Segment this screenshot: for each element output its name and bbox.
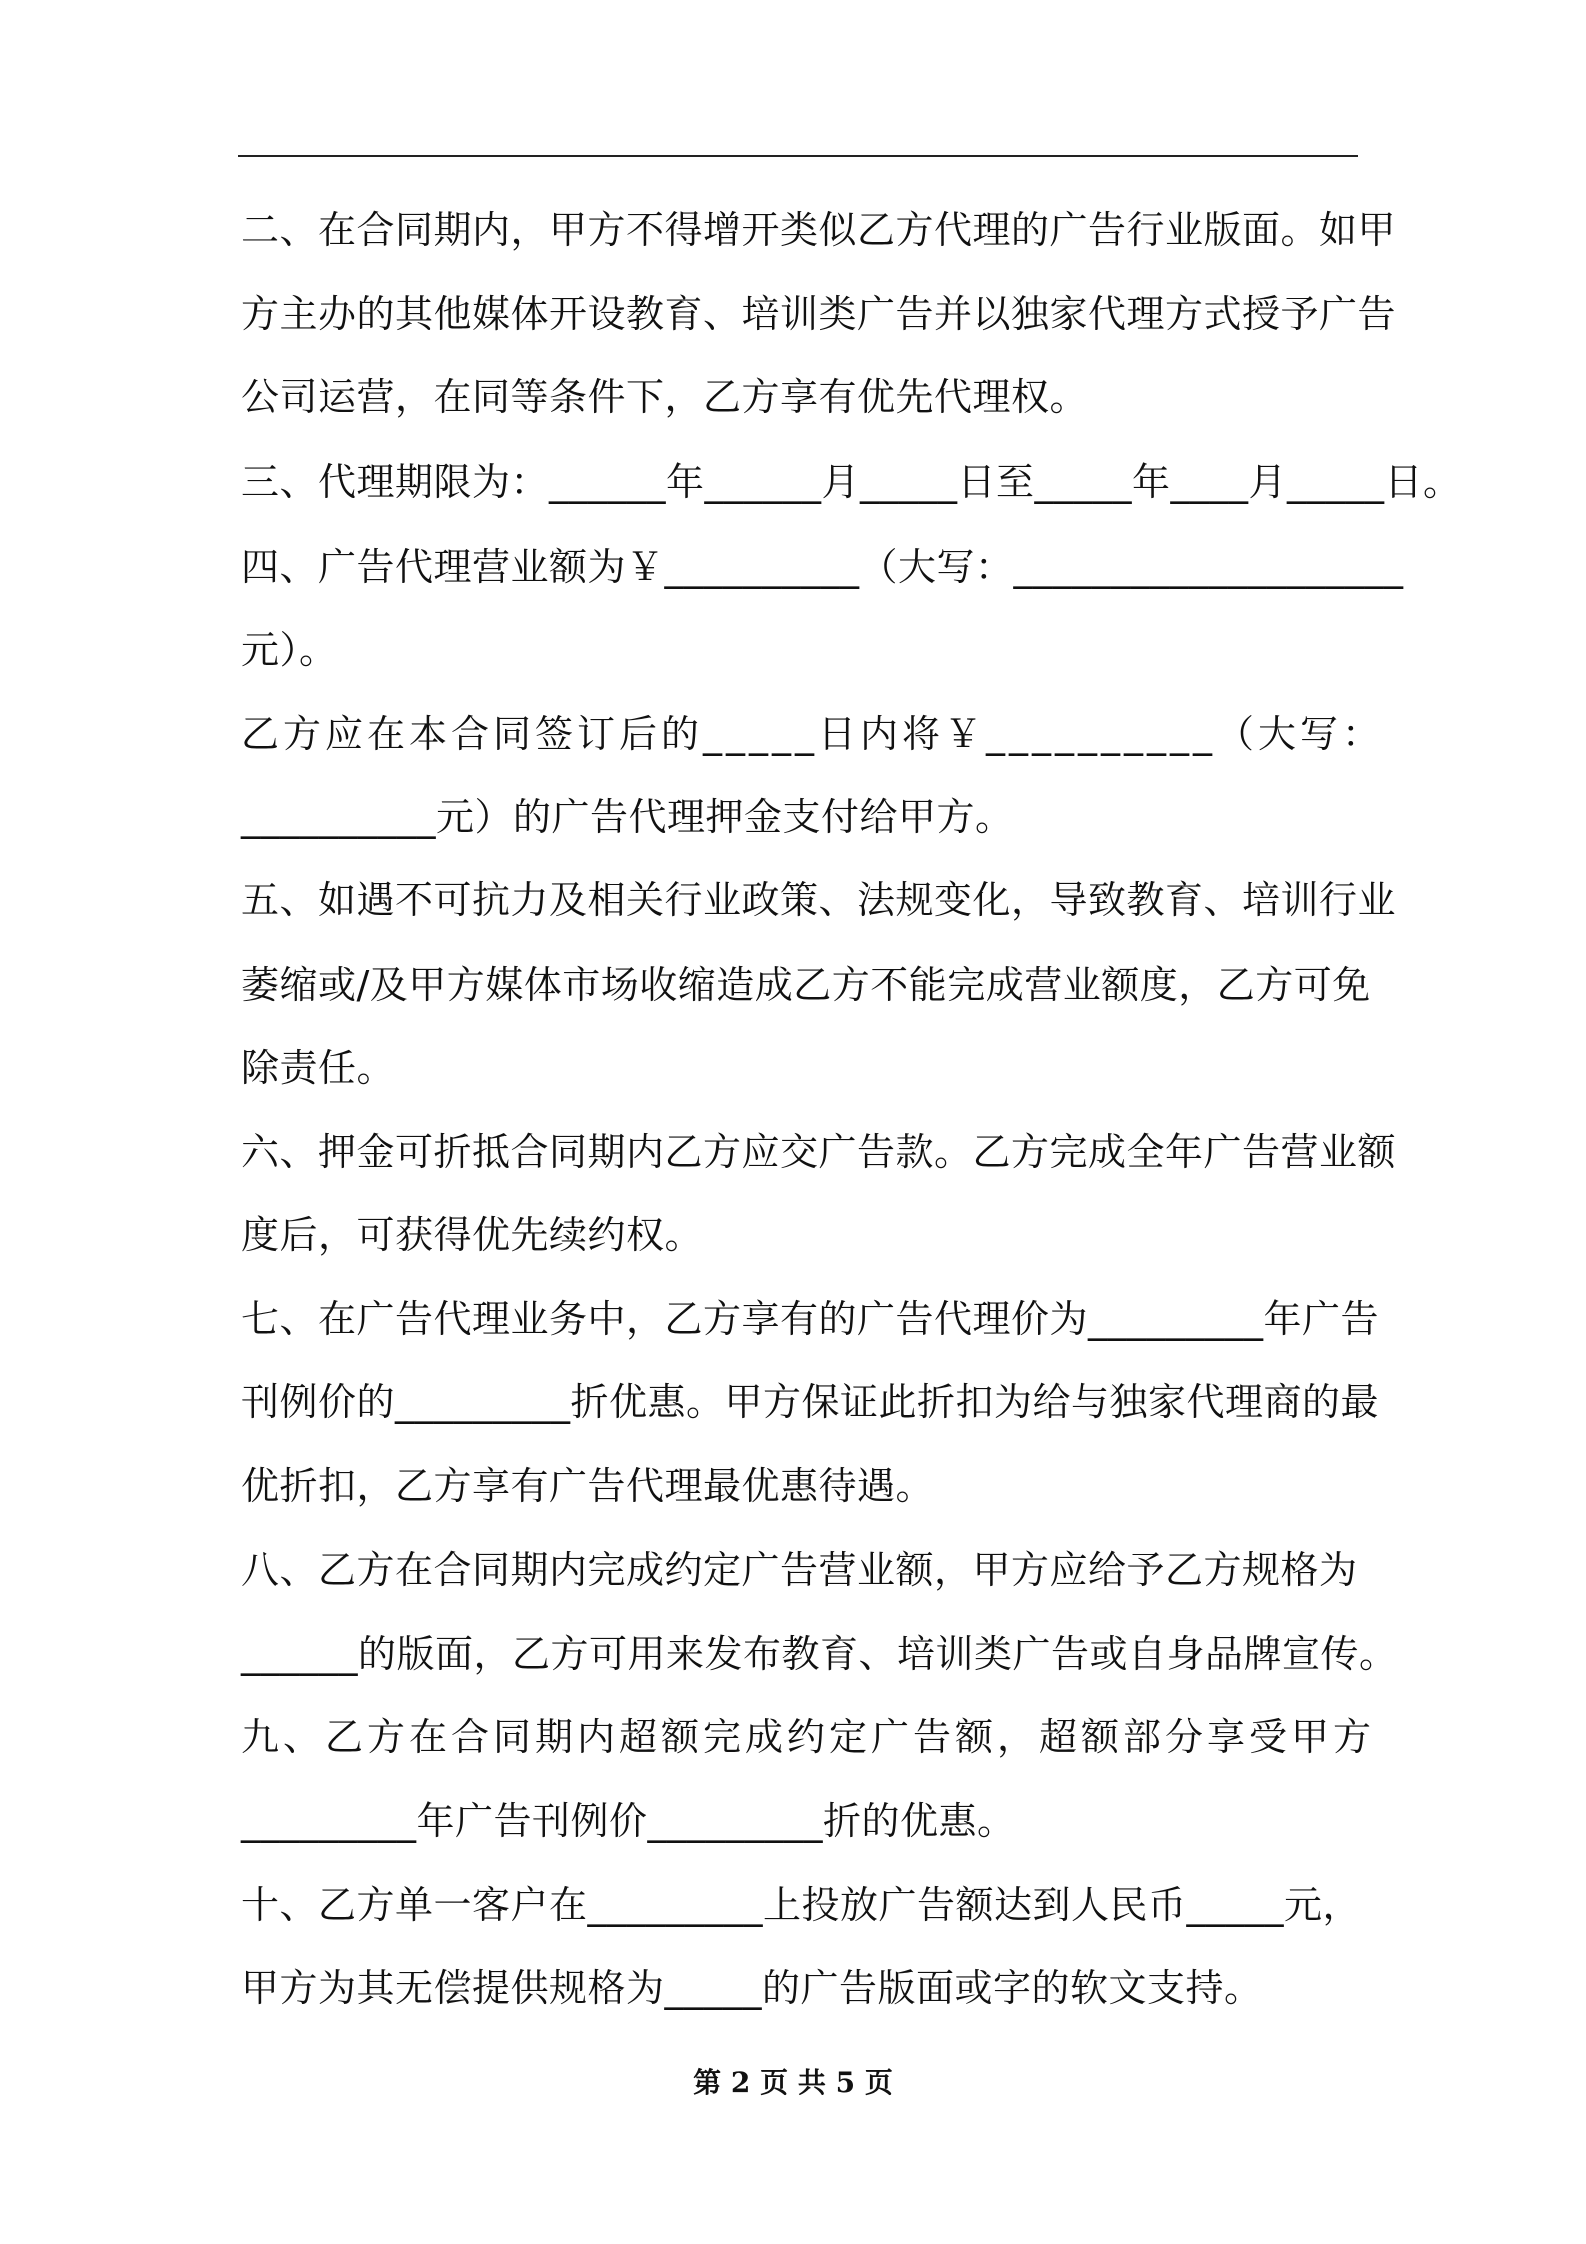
clause-7-line-3: 优折扣，乙方享有广告代理最优惠待遇。 — [241, 1464, 935, 1508]
clause-4-line-1: 四、广告代理营业额为￥__________（大写：____________________ — [241, 545, 1404, 589]
clause-8-line-1: 八、乙方在合同期内完成约定广告营业额，甲方应给予乙方规格为 — [241, 1548, 1358, 1592]
page-number: 第 2 页 共 5 页 — [693, 2066, 893, 2099]
clause-10-line-2: 甲方为其无偿提供规格为_____的广告版面或字的软文支持。 — [241, 1966, 1263, 2010]
clause-8-line-2: ______的版面，乙方可用来发布教育、培训类广告或自身品牌宣传。 — [241, 1632, 1398, 1676]
deposit-line-2: __________元）的广告代理押金支付给甲方。 — [241, 795, 1014, 839]
clause-2-line-2: 方主办的其他媒体开设教育、培训类广告并以独家代理方式授予广告 — [241, 292, 1397, 336]
clause-6-line-1: 六、押金可折抵合同期内乙方应交广告款。乙方完成全年广告营业额 — [241, 1130, 1397, 1174]
clause-5-line-3: 除责任。 — [241, 1046, 396, 1090]
clause-7-line-1: 七、在广告代理业务中，乙方享有的广告代理价为_________年广告 — [241, 1297, 1380, 1341]
clause-9-line-2: _________年广告刊例价_________折的优惠。 — [241, 1799, 1016, 1843]
header-rule — [238, 155, 1358, 157]
deposit-line-1: 乙方应在本合同签订后的_____日内将￥__________（大写： — [241, 712, 1385, 756]
clause-7-line-2: 刊例价的_________折优惠。甲方保证此折扣为给与独家代理商的最 — [241, 1380, 1380, 1424]
clause-3-line-1: 三、代理期限为：______年______月_____日至_____年____月_____日。 — [241, 460, 1462, 504]
clause-6-line-2: 度后，可获得优先续约权。 — [241, 1213, 704, 1257]
clause-4-line-2: 元）。 — [241, 628, 338, 672]
clause-9-line-1: 九、乙方在合同期内超额完成约定广告额，超额部分享受甲方 — [241, 1715, 1376, 1759]
clause-5-line-2: 萎缩或/及甲方媒体市场收缩造成乙方不能完成营业额度，乙方可免 — [241, 963, 1371, 1007]
clause-2-line-3: 公司运营，在同等条件下，乙方享有优先代理权。 — [241, 375, 1089, 419]
clause-5-line-1: 五、如遇不可抗力及相关行业政策、法规变化，导致教育、培训行业 — [241, 878, 1397, 922]
clause-10-line-1: 十、乙方单一客户在_________上投放广告额达到人民币_____元， — [241, 1883, 1362, 1927]
clause-2-line-1: 二、在合同期内，甲方不得增开类似乙方代理的广告行业版面。如甲 — [241, 208, 1397, 252]
